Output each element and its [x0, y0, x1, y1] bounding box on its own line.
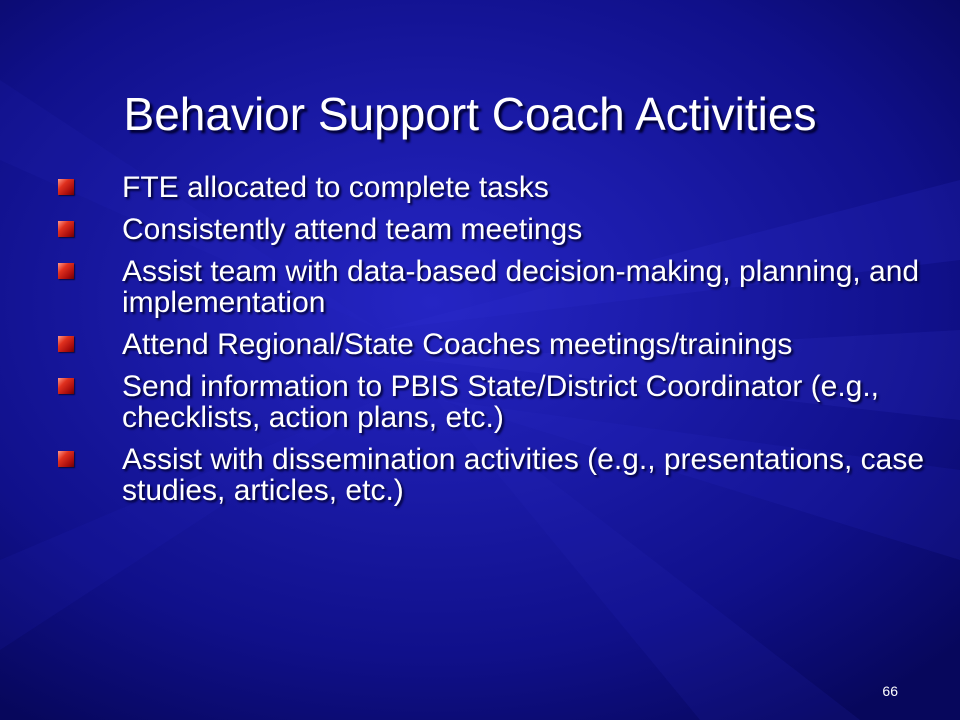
bullet-item — [58, 172, 938, 203]
bullet-text: Attend Regional/State Coaches meetings/trainings — [122, 328, 793, 361]
bullet-item — [58, 214, 938, 245]
bullet-text: Assist team with data-based decision-making, planning, and implementation — [122, 255, 920, 319]
bullet-text: Send information to PBIS State/District Coordinator (e.g., checklists, action plans, etc.) — [122, 370, 880, 434]
red-square-bullet-icon — [58, 221, 74, 237]
red-square-bullet-icon — [58, 179, 74, 195]
bullet-item — [58, 371, 938, 433]
slide-title: Behavior Support Coach Activities — [123, 88, 817, 140]
bullet-item — [58, 329, 938, 360]
red-square-bullet-icon — [58, 451, 74, 467]
bullet-list — [58, 172, 938, 517]
red-square-bullet-icon — [58, 378, 74, 394]
red-square-bullet-icon — [58, 336, 74, 352]
slide-number: 66 — [882, 683, 898, 699]
bullet-text: Consistently attend team meetings — [122, 213, 583, 246]
bullet-item — [58, 256, 938, 318]
red-square-bullet-icon — [58, 263, 74, 279]
bullet-text: Assist with dissemination activities (e.g., presentations, case studies, articles, etc.) — [122, 443, 925, 507]
bullet-text: FTE allocated to complete tasks — [122, 171, 549, 204]
bullet-item — [58, 444, 938, 506]
